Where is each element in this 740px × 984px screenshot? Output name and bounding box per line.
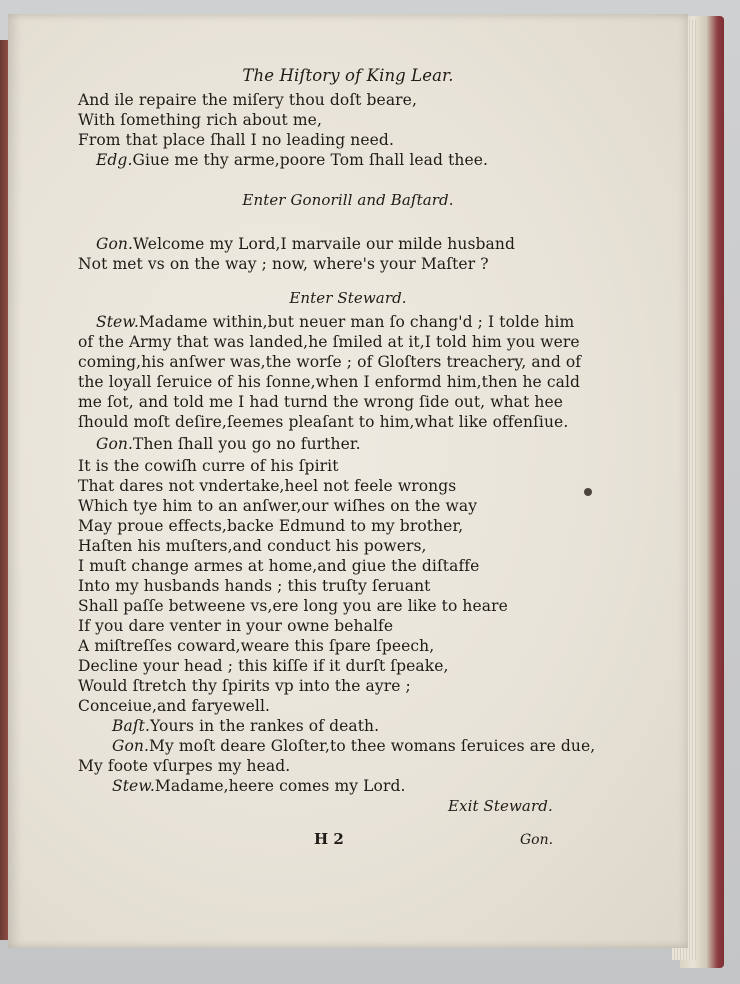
text-line: With ſomething rich about me, (78, 111, 322, 129)
speech-text: Madame within,but neuer man ſo chang'd ; I tolde him (138, 313, 575, 331)
speech-stew (96, 312, 574, 332)
text-line: It is the cowiſh curre of his ſpirit (78, 457, 339, 475)
catchword: Gon. (520, 832, 554, 848)
book-page (8, 14, 688, 948)
speech-gon (112, 736, 595, 756)
text-line: That dares not vndertake,heel not feele wrongs (78, 477, 457, 495)
text-line: the loyall ſeruice of his ſonne,when I enformd him,then he cald (78, 373, 581, 391)
speech-gon (96, 234, 515, 254)
text-line: Would ſtretch thy ſpirits vp into the ayre ; (78, 677, 411, 695)
signature-mark: H 2 (314, 830, 344, 848)
text-line: ſhould moſt deſire,ſeemes pleaſant to him,what like offenſiue. (78, 413, 569, 431)
text-line: A miſtreſſes coward,weare this ſpare ſpeech, (78, 637, 435, 655)
text-line: Shall paſſe betweene vs,ere long you are like to heare (78, 597, 508, 615)
speaker-label: Edg. (96, 151, 133, 169)
speech-edg (96, 150, 488, 170)
text-line: Not met vs on the way ; now, where's your Maſter ? (78, 255, 489, 273)
text-line: Conceiue,and faryewell. (78, 697, 271, 715)
speech-stew (112, 776, 406, 796)
text-line: And ile repaire the miſery thou doſt beare, (78, 91, 417, 109)
speech-text: Madame,heere comes my Lord. (154, 777, 406, 795)
text-line: I muſt change armes at home,and giue the diſtaffe (78, 557, 480, 575)
text-line: Into my husbands hands ; this truſty ſeruant (78, 577, 431, 595)
speech-text: Giue me thy arme,poore Tom ſhall lead thee. (132, 151, 489, 169)
text-line: From that place ſhall I no leading need. (78, 131, 394, 149)
text-line: May proue effects,backe Edmund to my brother, (78, 517, 464, 535)
speech-text: Then ſhall you go no further. (133, 435, 361, 453)
text-line: Which tye him to an anſwer,our wiſhes on the way (78, 497, 478, 515)
speech-text: Yours in the rankes of death. (150, 717, 380, 735)
speech-gon (96, 434, 361, 454)
running-head: The Hiſtory of King Lear. (242, 66, 454, 85)
text-line: me ſot, and told me I had turnd the wrong ſide out, what hee (78, 393, 564, 411)
stage-direction: Enter Gonorill and Baſtard. (242, 191, 454, 209)
speech-bast (112, 716, 379, 736)
speaker-label: Gon. (112, 737, 150, 755)
text-line: My foote vſurpes my head. (78, 757, 291, 775)
text-line: of the Army that was landed,he ſmiled at it,I told him you were (78, 333, 580, 351)
speaker-label: Gon. (96, 435, 134, 453)
speaker-label: Gon. (96, 235, 134, 253)
text-line: Haſten his muſters,and conduct his powers, (78, 537, 427, 555)
text-line: If you dare venter in your owne behalfe (78, 617, 394, 635)
ink-spot (584, 488, 592, 496)
speaker-label: Stew. (96, 313, 139, 331)
text-line: coming,his anſwer was,the worſe ; of Gloſters treachery, and of (78, 353, 582, 371)
speech-text: My moſt deare Gloſter,to thee womans ſeruices are due, (149, 737, 596, 755)
speaker-label: Baſt. (112, 717, 151, 735)
speaker-label: Stew. (112, 777, 155, 795)
stage-direction-exit: Exit Steward. (448, 797, 553, 815)
stage-direction: Enter Steward. (289, 289, 407, 307)
speech-text: Welcome my Lord,I marvaile our milde husband (133, 235, 515, 253)
text-line: Decline your head ; this kiſſe if it durſt ſpeake, (78, 657, 449, 675)
